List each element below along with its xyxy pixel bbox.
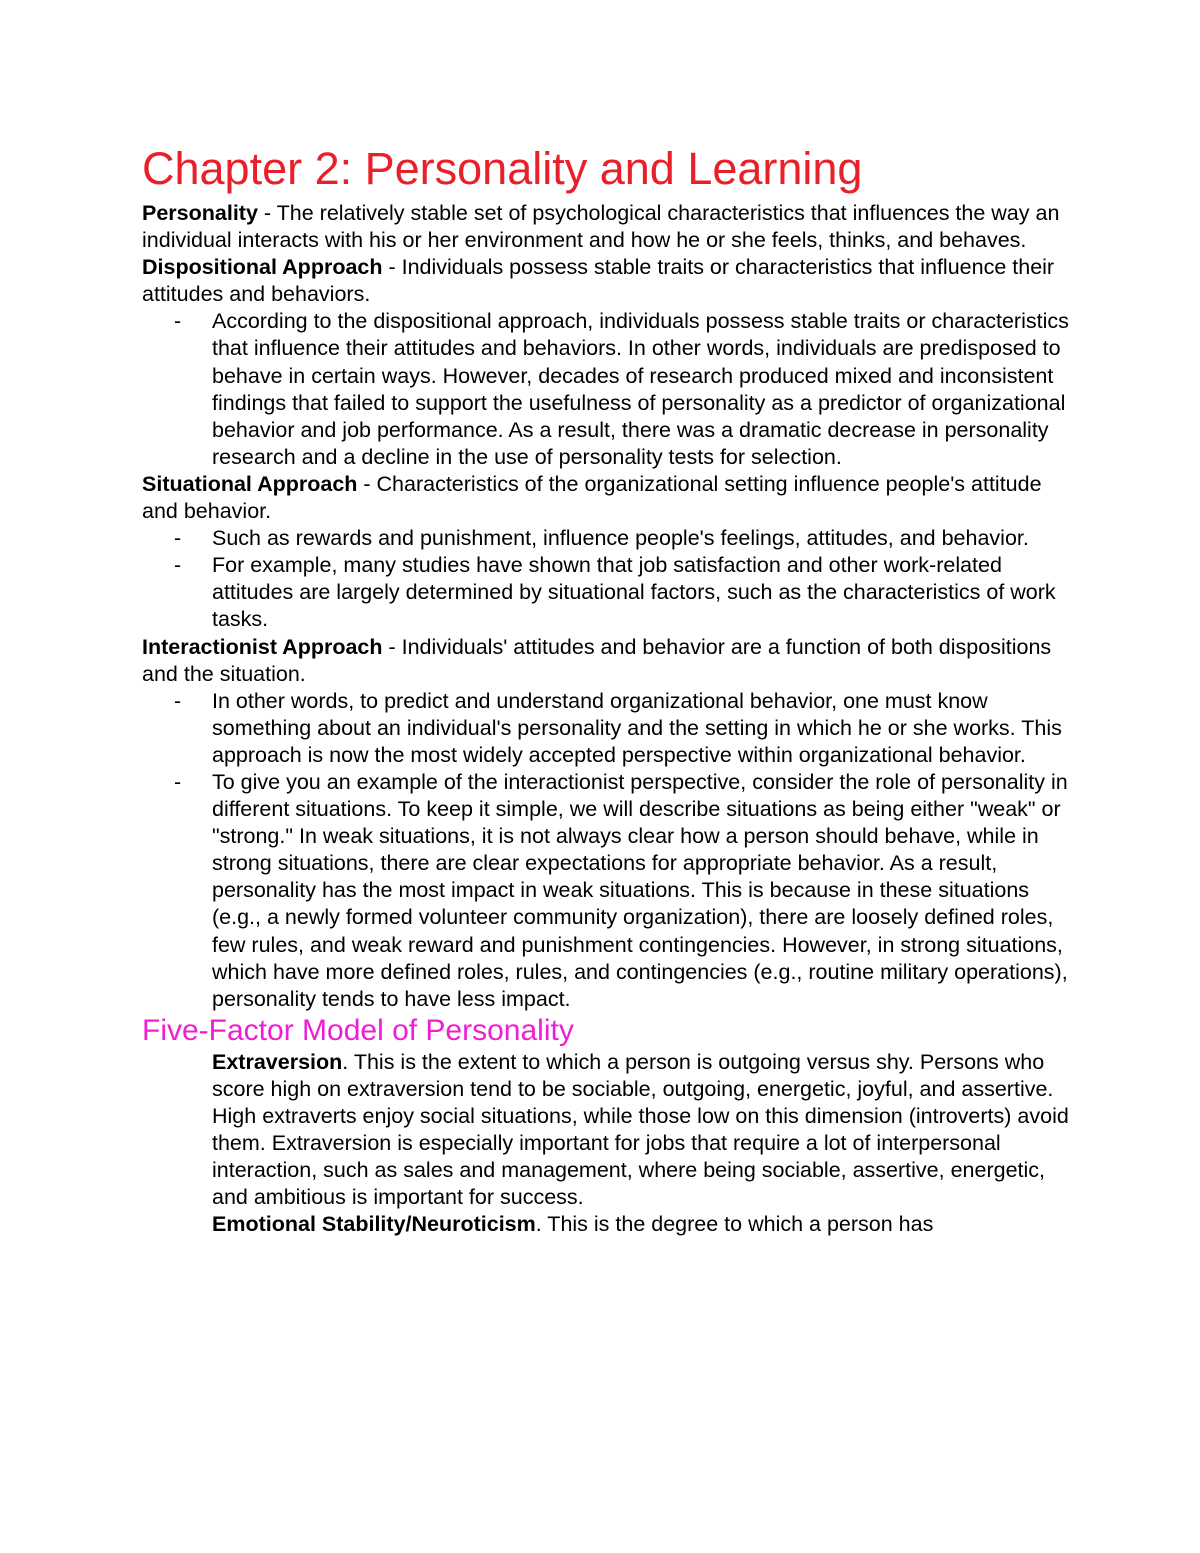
bullet-text: For example, many studies have shown that job satisfaction and other work-related attitudes are largely determined by situational factors, such as the characteristics of work tasks. bbox=[212, 553, 1056, 632]
bullet-text: Such as rewards and punishment, influence people's feelings, attitudes, and behavior. bbox=[212, 526, 1029, 551]
factor-text: . This is the extent to which a person is outgoing versus shy. Persons who score high on extraversion tend to be sociable, outgoing, energetic, joyful, and assertive. High extraverts enjoy social situations, while those low on this dimension (introverts) avoid them. Extraversion is especially important for jobs that require a lot of interpersonal interaction, such as sales and management, where being sociable, assertive, energetic, and ambitious is important for success. bbox=[212, 1049, 1069, 1210]
bullet-marker: - bbox=[174, 688, 182, 713]
situational-bullet-list bbox=[142, 525, 1072, 633]
definition-term: Personality bbox=[142, 201, 258, 225]
factor-term: Emotional Stability/Neuroticism bbox=[212, 1212, 536, 1237]
document-page bbox=[142, 138, 1072, 1238]
factor-emotional-stability bbox=[142, 1211, 1072, 1238]
bullet-marker: - bbox=[174, 309, 182, 334]
definition-text: - The relatively stable set of psychological characteristics that influences the way an individual interacts with his or her environment and how he or she feels, thinks, and behaves. bbox=[142, 201, 1060, 253]
list-item bbox=[142, 688, 1072, 769]
factor-term: Extraversion bbox=[212, 1049, 343, 1074]
bullet-marker: - bbox=[174, 526, 182, 551]
definition-term: Situational Approach bbox=[142, 471, 358, 496]
chapter-title: Chapter 2: Personality and Learning bbox=[142, 143, 863, 194]
bullet-marker: - bbox=[174, 553, 182, 578]
definition-personality bbox=[142, 200, 1072, 254]
list-item bbox=[142, 525, 1072, 552]
dispositional-bullet-list bbox=[142, 308, 1072, 471]
definition-dispositional-approach bbox=[142, 254, 1072, 308]
definition-text: - Characteristics of the organizational setting influence people's attitude and behavior. bbox=[142, 471, 1042, 524]
bullet-marker: - bbox=[174, 769, 182, 794]
section-heading: Five-Factor Model of Personality bbox=[142, 1013, 574, 1047]
factor-text: . This is the degree to which a person has bbox=[535, 1212, 934, 1237]
interactionist-bullet-list bbox=[142, 688, 1072, 1013]
list-item bbox=[142, 552, 1072, 633]
definition-situational-approach bbox=[142, 471, 1072, 525]
bullet-text: According to the dispositional approach, individuals possess stable traits or characteristics that influence their attitudes and behaviors. In other words, individuals are predisposed to behave in certain ways. However, decades of research produced mixed and inconsistent findings that failed to support the usefulness of personality as a predictor of organizational behavior and job performance. As a result, there was a dramatic decrease in personality research and a decline in the use of personality tests for selection. bbox=[212, 309, 1069, 469]
bullet-text: To give you an example of the interactionist perspective, consider the role of personality in different situations. To keep it simple, we will describe situations as being either "weak" or "strong." In weak situations, it is not always clear how a person should behave, while in strong situations, there are clear expectations for appropriate behavior. As a result, personality has the most impact in weak situations. This is because in these situations (e.g., a newly formed volunteer community organization), there are loosely defined roles, few rules, and weak reward and punishment contingencies. However, in strong situations, which have more defined roles, rules, and contingencies (e.g., routine military operations), personality tends to have less impact. bbox=[212, 769, 1068, 1011]
definition-term: Dispositional Approach bbox=[142, 255, 383, 280]
definition-interactionist-approach bbox=[142, 634, 1072, 688]
definition-text: - Individuals possess stable traits or characteristics that influence their attitudes and behaviors. bbox=[142, 255, 1055, 307]
factor-extraversion bbox=[142, 1049, 1072, 1212]
definition-term: Interactionist Approach bbox=[142, 634, 383, 659]
list-item bbox=[142, 769, 1072, 1013]
list-item bbox=[142, 308, 1072, 471]
bullet-text: In other words, to predict and understand organizational behavior, one must know something about an individual's personality and the setting in which he or she works. This approach is now the most widely accepted perspective within organizational behavior. bbox=[212, 688, 1062, 767]
definition-text: - Individuals' attitudes and behavior are a function of both dispositions and the situation. bbox=[142, 634, 1052, 686]
